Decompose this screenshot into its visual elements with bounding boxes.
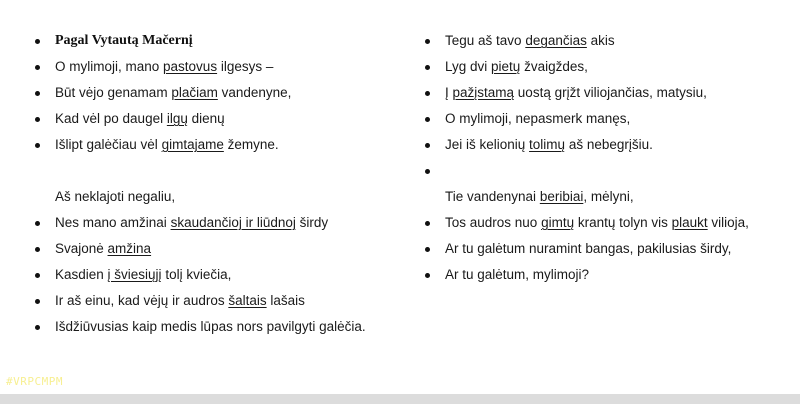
poem-text: aš nebegrįšiu. (565, 137, 653, 152)
poem-text: , mėlyni, (583, 189, 634, 204)
underlined-word: plaukt (671, 215, 708, 230)
poem-line (35, 314, 415, 340)
bullet-dot (425, 169, 430, 174)
poem-text: Jei iš kelionių (445, 137, 530, 152)
poem-text: Ar tu galėtum, mylimoji? (445, 267, 590, 282)
poem-text: lašais (266, 293, 305, 308)
bullet-dot (425, 247, 430, 252)
bottom-scrollbar-strip (0, 394, 800, 404)
stanza-gap (35, 158, 415, 184)
poem-line (35, 288, 415, 314)
poem-text: vilioja, (707, 215, 749, 230)
poem-text: Išlipt galėčiau vėl (55, 137, 162, 152)
underlined-word: pažįstamą (452, 85, 515, 100)
bullet-dot (425, 221, 430, 226)
poem-text: vandenyne, (217, 85, 292, 100)
underlined-word: pietų (491, 59, 521, 74)
underlined-word: skaudančioj ir liūdnoj (170, 215, 296, 230)
bullet-dot (35, 91, 40, 96)
poem-line (425, 236, 800, 262)
underlined-word: gimtų (541, 215, 575, 230)
underlined-word: degančias (525, 33, 587, 48)
bullet-dot (35, 39, 40, 44)
poem-text: Kasdien (55, 267, 108, 282)
bullet-dot (35, 143, 40, 148)
underlined-word: tolimų (529, 137, 566, 152)
bullet-dot (35, 221, 40, 226)
bullet-dot (425, 143, 430, 148)
left-stanza-1 (35, 54, 415, 158)
bullet-dot (425, 91, 430, 96)
poem-text: širdy (295, 215, 329, 230)
left-poem-column (35, 28, 415, 340)
poem-line (35, 210, 415, 236)
underlined-word: gimtajame (161, 137, 224, 152)
left-stanza-2-intro (35, 184, 415, 210)
underlined-word: šaltais (228, 293, 267, 308)
left-stanza-2 (35, 210, 415, 340)
underlined-word: plačiam (171, 85, 218, 100)
poem-line (425, 28, 800, 54)
poem-text: Svajonė (55, 241, 108, 256)
underlined-word: į šviesiųjį (107, 267, 162, 282)
poem-text: Tegu aš tavo (445, 33, 526, 48)
watermark-text: #VRPCMPM (6, 375, 63, 388)
poem-text: akis (586, 33, 615, 48)
poem-line (35, 80, 415, 106)
right-poem-column (425, 28, 800, 288)
poem-text: žemyne. (223, 137, 279, 152)
bullet-dot (35, 325, 40, 330)
poem-text: tolį kviečia, (161, 267, 232, 282)
poem-text: Kad vėl po daugel (55, 111, 167, 126)
bullet-dot (35, 299, 40, 304)
poem-text: Į (445, 85, 453, 100)
poem-text: Būt vėjo genamam (55, 85, 172, 100)
bullet-dot (425, 117, 430, 122)
poem-text: Nes mano amžinai (55, 215, 171, 230)
right-stanza-2-intro (425, 184, 800, 210)
poem-text: O mylimoji, nepasmerk manęs, (445, 111, 631, 126)
left-stanza-2-intro-text: Aš neklajoti negaliu, (55, 189, 176, 204)
underlined-word: beribiai (539, 189, 584, 204)
poem-line (35, 106, 415, 132)
bullet-dot (35, 273, 40, 278)
poem-line (425, 106, 800, 132)
poem-line (425, 54, 800, 80)
poem-line (35, 262, 415, 288)
poem-text: Lyg dvi (445, 59, 492, 74)
right-stanza-2 (425, 210, 800, 288)
bullet-dot (35, 247, 40, 252)
bullet-dot (425, 273, 430, 278)
poem-line (425, 210, 800, 236)
underlined-word: amžina (107, 241, 152, 256)
poem-text: O mylimoji, mano (55, 59, 164, 74)
bullet-dot (35, 117, 40, 122)
poem-text: Išdžiūvusias kaip medis lūpas nors pavilgyti galėčia. (55, 319, 366, 334)
poem-text: uostą grįžt viliojančias, matysiu, (514, 85, 707, 100)
poem-text: ilgesys – (217, 59, 274, 74)
poem-text: Ar tu galėtum nuramint bangas, pakilusias širdy, (445, 241, 732, 256)
poem-title-text: Pagal Vytautą Mačernį (55, 33, 193, 48)
right-stanza-1 (425, 28, 800, 158)
poem-title (35, 28, 415, 54)
poem-line (425, 262, 800, 288)
bullet-dot (35, 65, 40, 70)
poem-text: Ir aš einu, kad vėjų ir audros (55, 293, 229, 308)
poem-text: dienų (187, 111, 225, 126)
poem-text: Tie vandenynai (445, 189, 540, 204)
underlined-word: pastovus (163, 59, 218, 74)
poem-line (425, 132, 800, 158)
empty-bullet-line (425, 158, 800, 184)
poem-line (35, 236, 415, 262)
poem-text: krantų tolyn vis (574, 215, 672, 230)
bullet-dot (425, 39, 430, 44)
poem-text: Tos audros nuo (445, 215, 542, 230)
right-stanza-2-intro-text (445, 189, 634, 204)
poem-line (35, 54, 415, 80)
underlined-word: ilgų (166, 111, 188, 126)
poem-text: žvaigždes, (520, 59, 588, 74)
bullet-dot (425, 65, 430, 70)
poem-line (425, 80, 800, 106)
poem-line (35, 132, 415, 158)
